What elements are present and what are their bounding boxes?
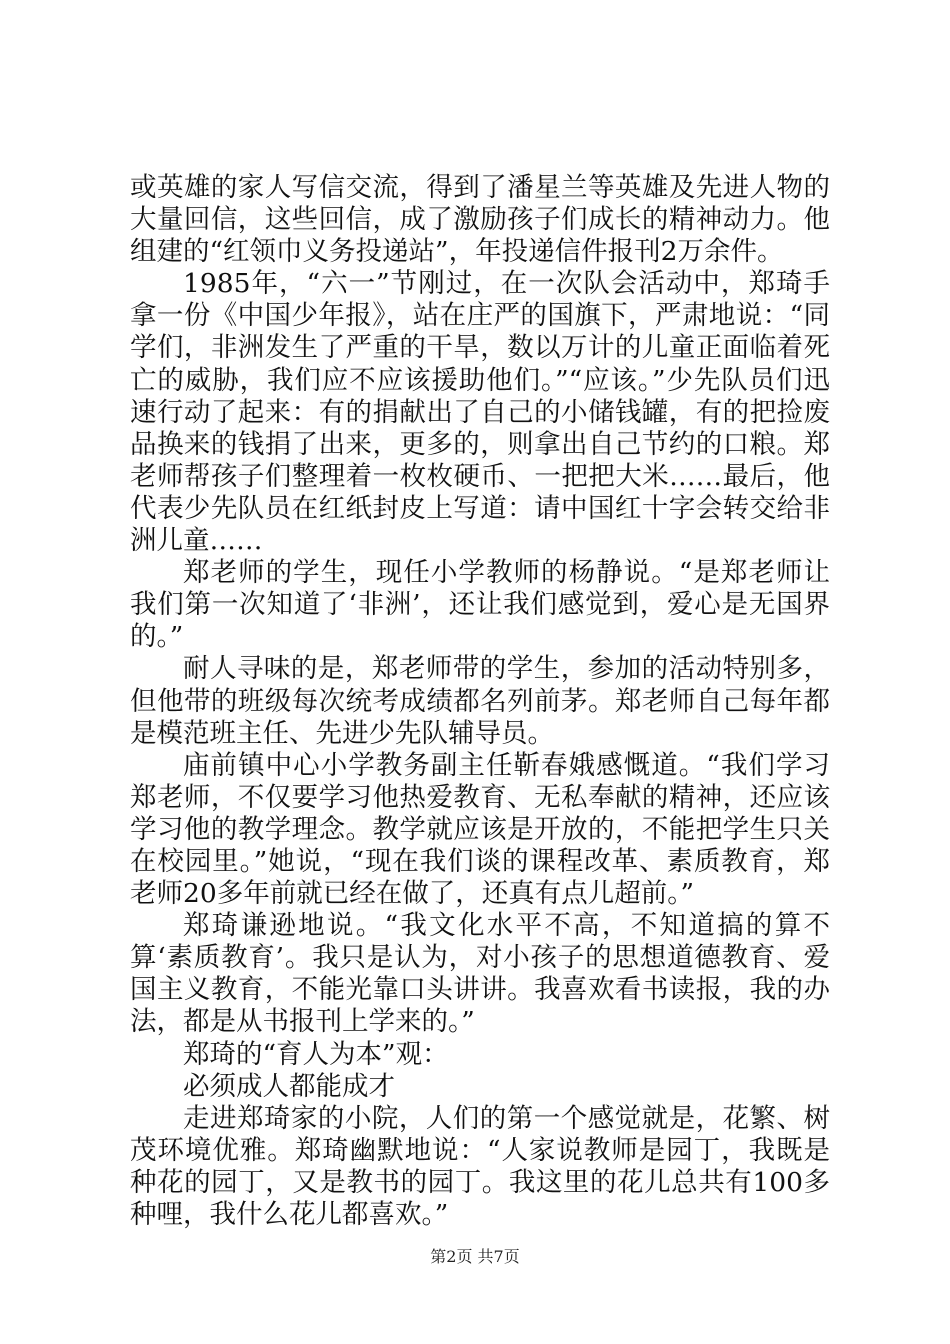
section-subheading: 必须成人都能成才 <box>183 1070 395 1102</box>
paragraph: 耐人寻味的是，郑老师带的学生，参加的活动特别多，但他带的班级每次统考成绩都名列前茅。郑老师自己每年都是模范班主任、先进少先队辅导员。 <box>130 653 830 749</box>
paragraph: 或英雄的家人写信交流，得到了潘星兰等英雄及先进人物的大量回信，这些回信，成了激励孩子们成长的精神动力。他组建的“红领巾义务投递站”，年投递信件报刊2万余件。 <box>130 172 830 268</box>
paragraph: 郑琦谦逊地说。“我文化水平不高，不知道搞的算不算‘素质教育’。我只是认为，对小孩子的思想道德教育、爱国主义教育，不能光靠口头讲讲。我喜欢看书读报，我的办法，都是从书报刊上学来的。” <box>130 910 830 1038</box>
paragraph: 郑老师的学生，现任小学教师的杨静说。“是郑老师让我们第一次知道了‘非洲’，还让我们感觉到，爱心是无国界的。” <box>130 557 830 653</box>
page-number: 第2页 共7页 <box>430 1247 520 1266</box>
paragraph: 庙前镇中心小学教务副主任靳春娥感慨道。“我们学习郑老师，不仅要学习他热爱教育、无私奉献的精神，还应该学习他的教学理念。教学就应该是开放的，不能把学生只关在校园里。”她说，“现在我们谈的课程改革、素质教育，郑老师20多年前就已经在做了，还真有点儿超前。” <box>130 749 830 910</box>
paragraph: 1985年，“六一”节刚过，在一次队会活动中，郑琦手拿一份《中国少年报》，站在庄严的国旗下，严肃地说：“同学们，非洲发生了严重的干旱，数以万计的儿童正面临着死亡的威胁，我们应不应该援助他们。”“应该。”少先队员们迅速行动了起来：有的捐献出了自己的小储钱罐，有的把捡废品换来的钱捐了出来，更多的，则拿出自己节约的口粮。郑老师帮孩子们整理着一枚枚硬币、一把把大米……最后，他代表少先队员在红纸封皮上写道：请中国红十字会转交给非洲儿童…… <box>130 268 830 557</box>
section-heading: 郑琦的“育人为本”观： <box>183 1038 449 1070</box>
paragraph: 走进郑琦家的小院，人们的第一个感觉就是，花繁、树茂环境优雅。郑琦幽默地说：“人家说教师是园丁，我既是种花的园丁，又是教书的园丁。我这里的花儿总共有100多种哩，我什么花儿都喜欢。” <box>130 1102 830 1230</box>
article-body <box>130 172 830 1231</box>
